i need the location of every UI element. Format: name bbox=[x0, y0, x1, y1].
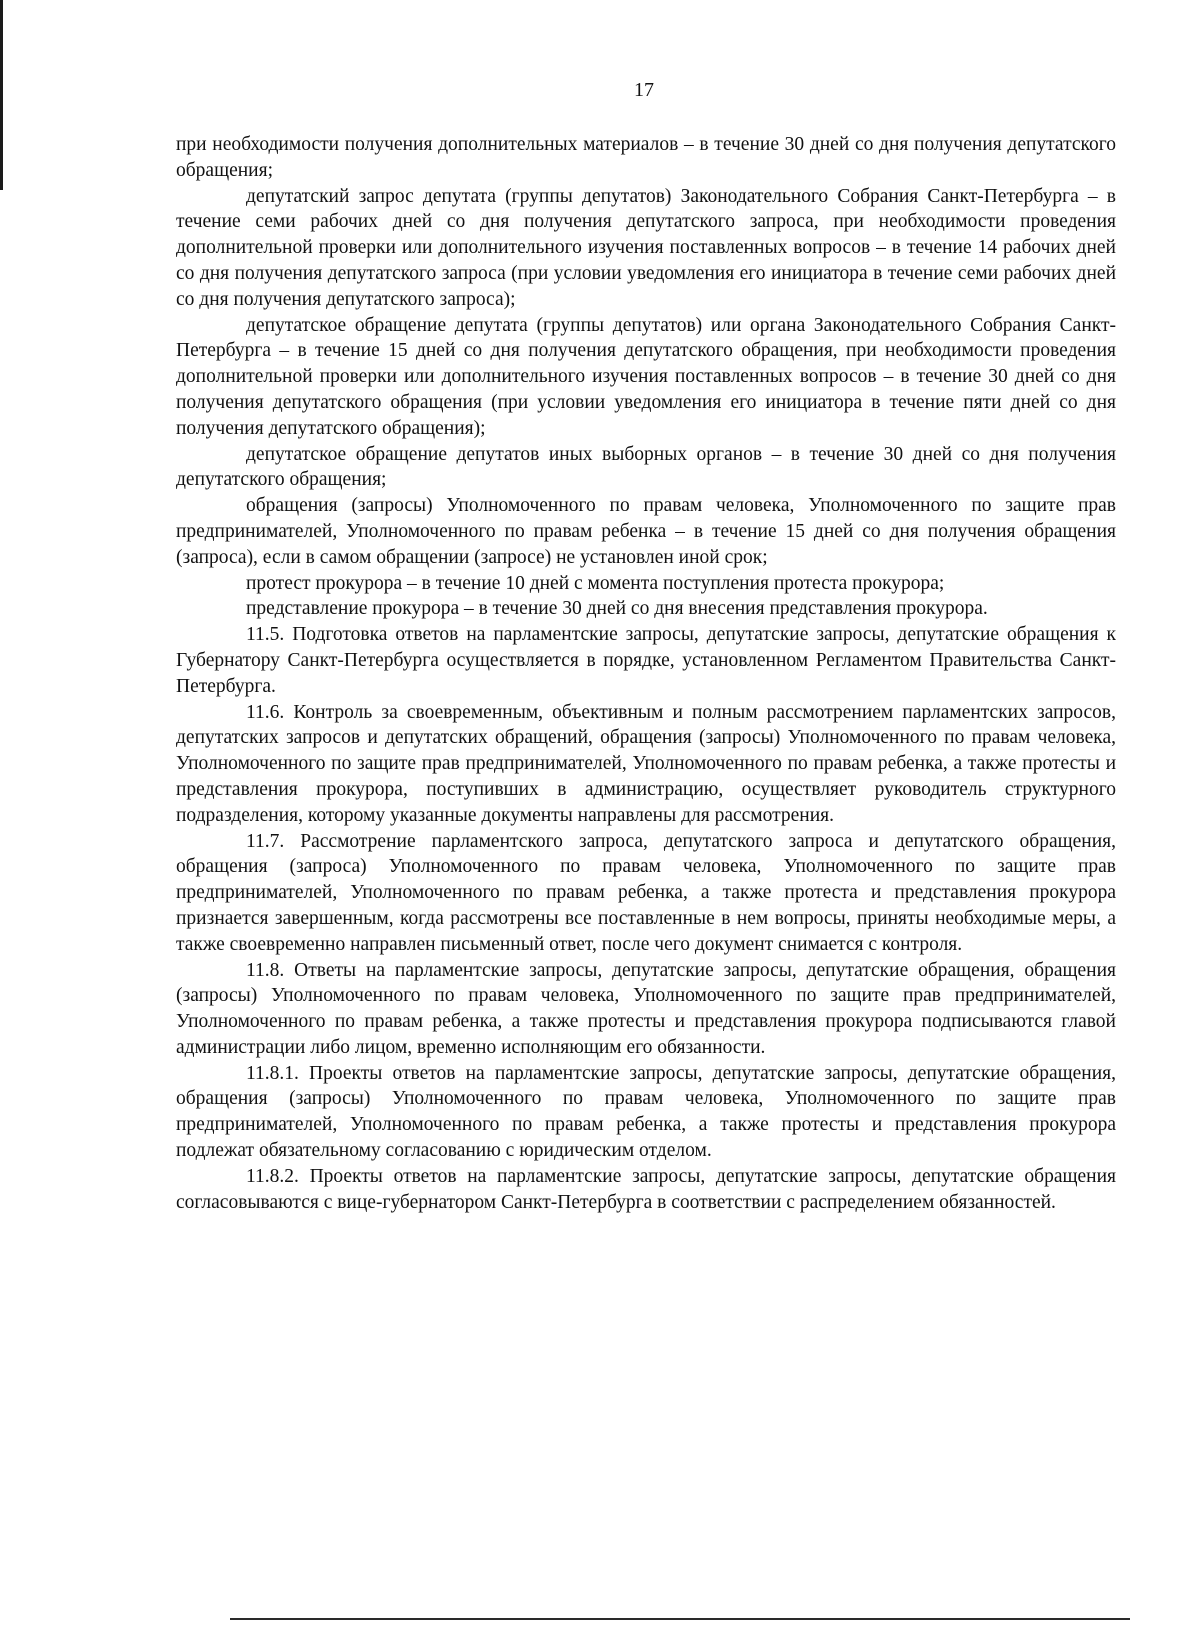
page-number: 17 bbox=[634, 79, 654, 101]
paragraph-section-11-6: 11.6. Контроль за своевременным, объективным и полным рассмотрением парламентских запросов, депутатских запросов и депутатских обращений, обращения (запросы) Уполномоченного по правам человека, Уполномоченного по защите прав предпринимателей, Уполномоченного по правам ребенка, а также протесты и представления прокурора, поступивших в администрацию, осуществляет руководитель структурного подразделения, которому указанные документы направлены для рассмотрения. bbox=[176, 701, 1116, 826]
paragraph-section-11-8: 11.8. Ответы на парламентские запросы, депутатские запросы, депутатские обращения, обращения (запросы) Уполномоченного по правам человека, Уполномоченного по защите прав предпринимателей, Уполномоченного по правам ребенка, а также протесты и представления прокурора подписываются главой администрации либо лицом, временно исполняющим его обязанности. bbox=[176, 959, 1116, 1058]
paragraph-section-11-5: 11.5. Подготовка ответов на парламентские запросы, депутатские запросы, депутатские обращения к Губернатору Санкт-Петербурга осуществляется в порядке, установленном Регламентом Правительства Санкт-Петербурга. bbox=[176, 624, 1116, 697]
paragraph: представление прокурора – в течение 30 дней со дня внесения представления прокурора. bbox=[246, 598, 988, 620]
paragraph: протест прокурора – в течение 10 дней с момента поступления протеста прокурора; bbox=[246, 572, 945, 594]
paragraph: при необходимости получения дополнительных материалов – в течение 30 дней со дня получения депутатского обращения; bbox=[176, 134, 1116, 181]
paragraph-section-11-8-2: 11.8.2. Проекты ответов на парламентские запросы, депутатские запросы, депутатские обращения согласовываются с вице-губернатором Санкт-Петербурга в соответствии с распределением обязанностей. bbox=[176, 1165, 1116, 1213]
paragraph: депутатское обращение депутатов иных выборных органов – в течение 30 дней со дня получения депутатского обращения; bbox=[176, 443, 1116, 491]
scan-bottom-line bbox=[230, 1618, 1130, 1620]
document-body bbox=[176, 132, 1116, 1215]
paragraph-section-11-8-1: 11.8.1. Проекты ответов на парламентские запросы, депутатские запросы, депутатские обращения, обращения (запросы) Уполномоченного по правам человека, Уполномоченного по защите прав предпринимателей, Уполномоченного по правам ребенка, а также протесты и представления прокурора подлежат обязательному согласованию с юридическим отделом. bbox=[176, 1062, 1116, 1162]
paragraph-section-11-7: 11.7. Рассмотрение парламентского запроса, депутатского запроса и депутатского обращения, обращения (запроса) Уполномоченного по правам человека, Уполномоченного по защите прав предпринимателей, Уполномоченного по правам ребенка, а также протеста и представления прокурора признается завершенным, когда рассмотрены все поставленные в нем вопросы, приняты необходимые меры, а также своевременно направлен письменный ответ, после чего документ снимается с контроля. bbox=[176, 830, 1116, 955]
paragraph: депутатское обращение депутата (группы депутатов) или органа Законодательного Собрания Санкт-Петербурга – в течение 15 дней со дня получения депутатского обращения, при необходимости проведения дополнительной проверки или дополнительного изучения поставленных вопросов – в течение 30 дней со дня получения депутатского обращения (при условии уведомления его инициатора в течение пяти дней со дня получения депутатского обращения); bbox=[176, 314, 1116, 439]
paragraph: обращения (запросы) Уполномоченного по правам человека, Уполномоченного по защите прав предпринимателей, Уполномоченного по правам ребенка – в течение 15 дней со дня получения обращения (запроса), если в самом обращении (запросе) не установлен иной срок; bbox=[176, 495, 1116, 568]
paragraph: депутатский запрос депутата (группы депутатов) Законодательного Собрания Санкт-Петербурга – в течение семи рабочих дней со дня получения депутатского запроса, при необходимости проведения дополнительной проверки или дополнительного изучения поставленных вопросов – в течение 14 рабочих дней со дня получения депутатского запроса (при условии уведомления его инициатора в течение семи рабочих дней со дня получения депутатского запроса); bbox=[176, 185, 1116, 310]
